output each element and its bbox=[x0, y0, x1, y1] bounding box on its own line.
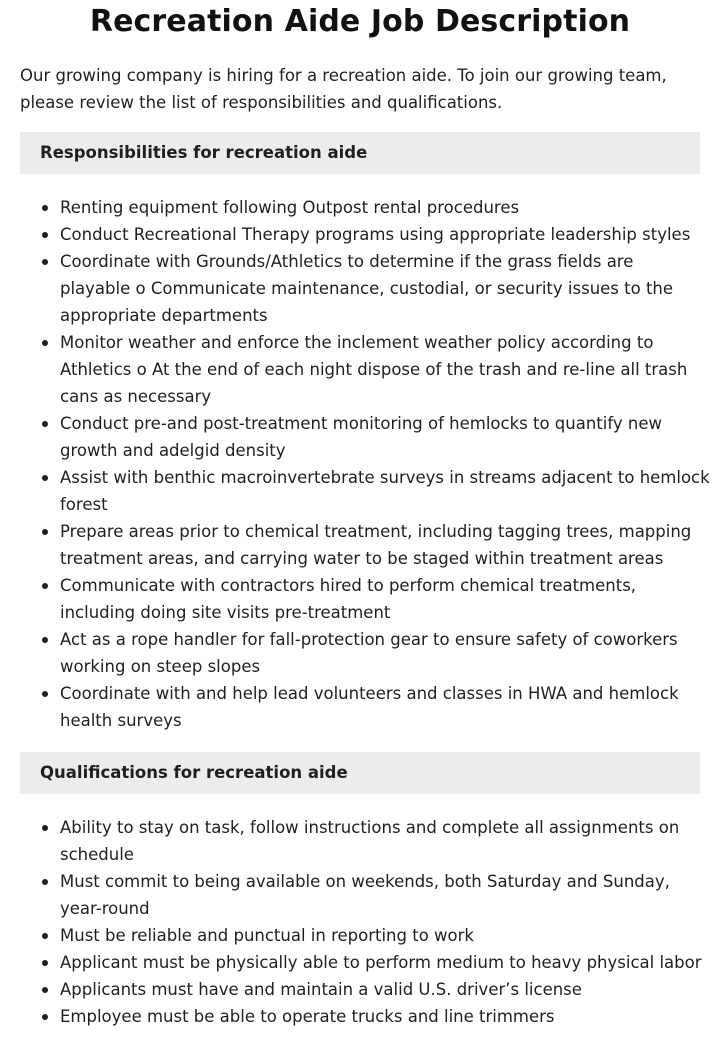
list-item bbox=[60, 976, 700, 1003]
list-item-line: growth and adelgid density bbox=[60, 441, 286, 460]
list-item bbox=[60, 464, 710, 518]
list-item bbox=[60, 626, 700, 680]
list-item-line: Must commit to being available on weekends, both Saturday and Sunday, bbox=[60, 872, 670, 891]
list-item-line: Employee must be able to operate trucks and line trimmers bbox=[60, 1007, 555, 1026]
list-item-line: working on steep slopes bbox=[60, 657, 261, 676]
list-item-line: year-round bbox=[60, 899, 150, 918]
list-item-line: Must be reliable and punctual in reporting to work bbox=[60, 926, 474, 945]
list-item-line: Conduct pre-and post-treatment monitoring of hemlocks to quantify new bbox=[60, 414, 662, 433]
intro-line: Our growing company is hiring for a recreation aide. To join our growing team, bbox=[20, 66, 667, 85]
list-item-line: Prepare areas prior to chemical treatment, including tagging trees, mapping bbox=[60, 522, 692, 541]
list-item-line: appropriate departments bbox=[60, 306, 268, 325]
list-item-line: Coordinate with and help lead volunteers and classes in HWA and hemlock bbox=[60, 684, 679, 703]
responsibilities-heading: Responsibilities for recreation aide bbox=[20, 132, 700, 174]
list-item bbox=[60, 922, 700, 949]
list-item-line: including doing site visits pre-treatment bbox=[60, 603, 391, 622]
list-item-line: health surveys bbox=[60, 711, 182, 730]
list-item bbox=[60, 329, 700, 410]
list-item-line: schedule bbox=[60, 845, 134, 864]
list-item-line: treatment areas, and carrying water to be staged within treatment areas bbox=[60, 549, 664, 568]
list-item bbox=[60, 572, 700, 626]
responsibilities-list bbox=[20, 194, 710, 734]
list-item-line: Monitor weather and enforce the inclement weather policy according to bbox=[60, 333, 654, 352]
list-item-line: playable o Communicate maintenance, custodial, or security issues to the bbox=[60, 279, 674, 298]
list-item-line: Athletics o At the end of each night dispose of the trash and re-line all trash bbox=[60, 360, 688, 379]
qualifications-heading: Qualifications for recreation aide bbox=[20, 752, 700, 794]
list-item-line: forest bbox=[60, 495, 108, 514]
intro-paragraph bbox=[20, 62, 700, 116]
list-item bbox=[60, 814, 700, 868]
list-item bbox=[60, 194, 700, 221]
list-item bbox=[60, 518, 700, 572]
qualifications-list bbox=[20, 814, 700, 1030]
list-item bbox=[60, 1003, 700, 1030]
list-item-line: cans as necessary bbox=[60, 387, 212, 406]
list-item-line: Coordinate with Grounds/Athletics to determine if the grass fields are bbox=[60, 252, 634, 271]
list-item-line: Assist with benthic macroinvertebrate surveys in streams adjacent to hemlock bbox=[60, 468, 710, 487]
list-item bbox=[60, 680, 700, 734]
list-item bbox=[60, 949, 700, 976]
list-item-line: Renting equipment following Outpost rental procedures bbox=[60, 198, 520, 217]
list-item bbox=[60, 868, 700, 922]
intro-line: please review the list of responsibilities and qualifications. bbox=[20, 93, 503, 112]
list-item bbox=[60, 221, 700, 248]
list-item-line: Applicants must have and maintain a valid U.S. driver’s license bbox=[60, 980, 582, 999]
list-item bbox=[60, 410, 700, 464]
list-item bbox=[60, 248, 700, 329]
list-item-line: Communicate with contractors hired to perform chemical treatments, bbox=[60, 576, 637, 595]
page-title: Recreation Aide Job Description bbox=[89, 4, 631, 39]
list-item-line: Applicant must be physically able to perform medium to heavy physical labor bbox=[60, 953, 702, 972]
list-item-line: Conduct Recreational Therapy programs using appropriate leadership styles bbox=[60, 225, 691, 244]
list-item-line: Ability to stay on task, follow instructions and complete all assignments on bbox=[60, 818, 680, 837]
list-item-line: Act as a rope handler for fall-protection gear to ensure safety of coworkers bbox=[60, 630, 678, 649]
